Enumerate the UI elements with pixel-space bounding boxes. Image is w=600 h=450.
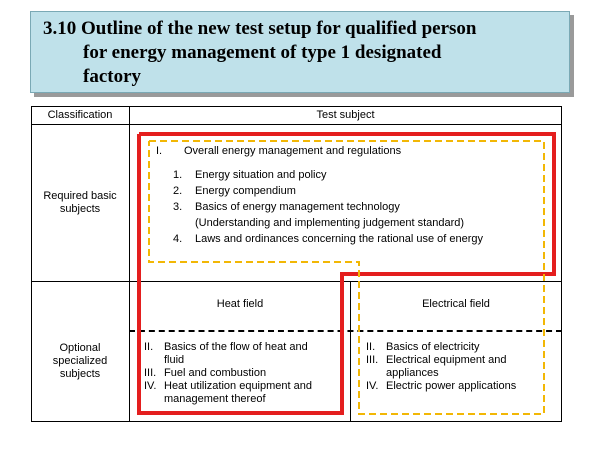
classification-header: Classification	[47, 109, 113, 121]
optional-label-line-1: Optional	[59, 342, 101, 354]
row-divider	[31, 281, 562, 282]
heat-item-3-number: III.	[144, 367, 157, 379]
heat-item-4: Heat utilization equipment and	[164, 380, 312, 392]
electrical-item-4: Electric power applications	[386, 380, 517, 392]
required-item-4: Laws and ordinances concerning the rational use of energy	[195, 233, 484, 245]
required-item-1-number: 1.	[173, 169, 183, 181]
required-item-2: Energy compendium	[195, 185, 296, 197]
field-title-dashed-divider	[129, 330, 562, 332]
electrical-item-3: Electrical equipment and	[386, 354, 507, 366]
title-line-1: 3.10 Outline of the new test setup for qualified person	[43, 18, 477, 39]
required-item-4-number: 4.	[173, 233, 183, 245]
required-item-1: Energy situation and policy	[195, 169, 327, 181]
test-subject-table	[31, 106, 562, 422]
table-border-top	[31, 106, 562, 107]
heat-item-4-number: IV.	[144, 380, 157, 392]
electrical-item-3-number: III.	[366, 354, 379, 366]
heat-item-4-continued: management thereof	[164, 393, 266, 405]
heat-field-title: Heat field	[216, 298, 264, 310]
electrical-item-2-number: II.	[366, 341, 376, 353]
electrical-item-3-continued: appliances	[386, 367, 439, 379]
required-heading: Overall energy management and regulations	[184, 145, 402, 157]
heat-item-3: Fuel and combustion	[164, 367, 267, 379]
table-border-bottom	[31, 421, 562, 422]
required-heading-number: I.	[156, 145, 163, 157]
title-banner	[30, 11, 570, 93]
required-label-line-2: subjects	[59, 203, 101, 215]
electrical-item-2: Basics of electricity	[386, 341, 480, 353]
heat-item-2: Basics of the flow of heat and	[164, 341, 308, 353]
required-item-3-continued: (Understanding and implementing judgement standard)	[195, 217, 465, 229]
optional-label-line-3: subjects	[59, 368, 101, 380]
title-line-2: for energy management of type 1 designated	[83, 42, 442, 63]
title-line-3: factory	[83, 66, 142, 87]
test-subject-header: Test subject	[316, 109, 375, 121]
heat-item-2-number: II.	[144, 341, 154, 353]
optional-label-line-2: specialized	[52, 355, 108, 367]
required-label-line-1: Required basic	[43, 190, 117, 202]
required-item-3-number: 3.	[173, 201, 183, 213]
electrical-item-4-number: IV.	[366, 380, 379, 392]
required-item-3: Basics of energy management technology	[195, 201, 400, 213]
heat-item-2-continued: fluid	[164, 354, 185, 366]
electrical-field-title: Electrical field	[422, 298, 490, 310]
table-border-right	[561, 106, 562, 422]
header-divider	[31, 124, 562, 125]
required-item-2-number: 2.	[173, 185, 183, 197]
column-divider	[129, 106, 130, 422]
